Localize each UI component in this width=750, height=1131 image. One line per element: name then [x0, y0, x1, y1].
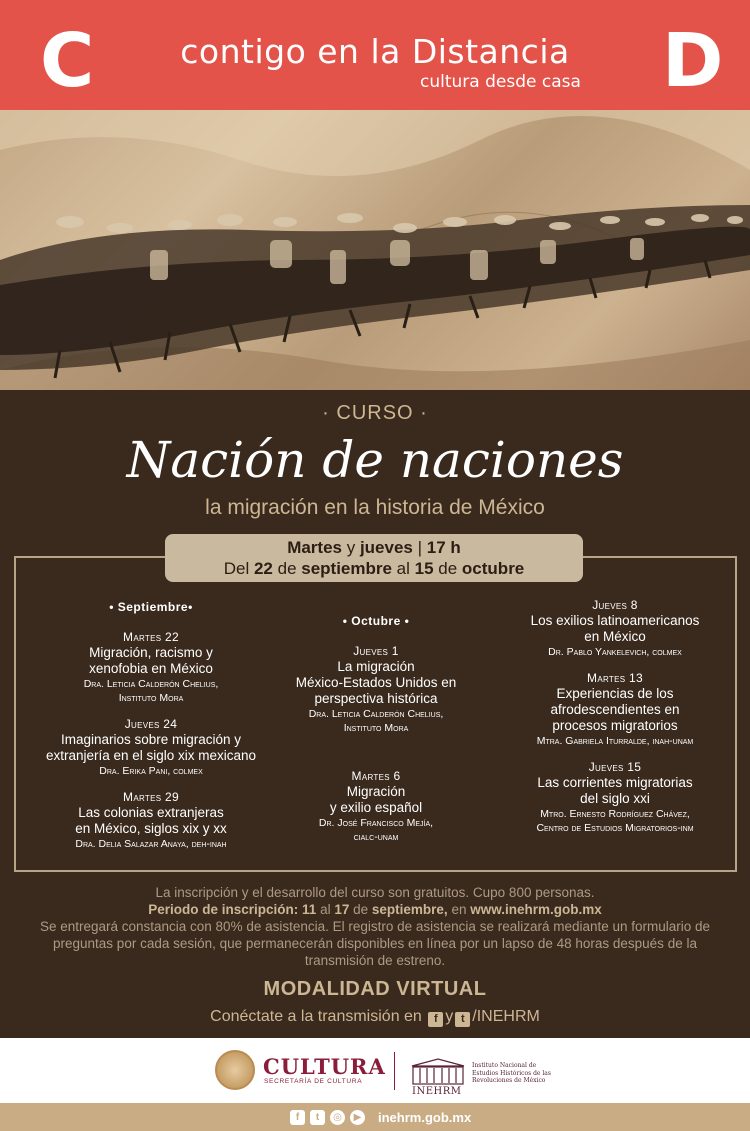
sponsor-logos	[0, 1038, 750, 1103]
session-title: Migración, racismo y xenofobia en México	[89, 645, 213, 676]
facebook-icon[interactable]: f	[290, 1110, 305, 1125]
session-item	[22, 630, 280, 705]
session-item	[22, 790, 280, 851]
youtube-icon[interactable]: ▶	[350, 1110, 365, 1125]
footer-bar	[0, 1103, 750, 1131]
session-date: Martes 6	[351, 769, 401, 783]
session-title: Experiencias de los afrodescendientes en procesos migratorios	[550, 686, 680, 733]
inehrm-building-icon	[410, 1058, 466, 1086]
inehrm-institute-name: Instituto Nacional de Estudios Históricos de las Revoluciones de México	[472, 1062, 551, 1084]
course-title: Nación de naciones	[126, 431, 624, 489]
course-label: · CURSO ·	[322, 402, 428, 424]
info-line-certificate: Se entregará constancia con 80% de asistencia. El registro de asistencia se realizará mediante un formulario de preguntas por cada sesión, que permanecerán disponibles en línea por un lapso de 48 horas después de la transmisión de estreno.	[39, 919, 711, 968]
month-heading-september: • Septiembre•	[109, 600, 193, 614]
session-date: Martes 22	[123, 630, 179, 644]
session-date: Martes 13	[587, 671, 643, 685]
facebook-icon[interactable]: f	[428, 1012, 443, 1027]
header-banner	[0, 0, 750, 110]
brand-letter-c: C	[40, 18, 95, 104]
twitter-icon[interactable]: t	[455, 1012, 470, 1027]
session-date: Jueves 15	[588, 760, 642, 774]
october-column-continued	[500, 598, 730, 847]
mexico-seal-icon	[215, 1050, 255, 1090]
session-title: Las corrientes migratorias del siglo xxi	[537, 775, 693, 806]
session-speaker: Dra. Leticia Calderón Chelius, Instituto Mora	[308, 708, 444, 734]
hero-photo	[0, 110, 750, 390]
session-speaker: Mtro. Ernesto Rodríguez Chávez, Centro de Estudios Migratorios-inm	[536, 808, 694, 834]
logo-divider	[394, 1052, 395, 1090]
cultura-logo-subtitle: SECRETARÍA DE CULTURA	[264, 1078, 363, 1085]
session-title: La migración México-Estados Unidos en perspectiva histórica	[295, 659, 457, 706]
session-speaker: Dra. Delia Salazar Anaya, deh-inah	[75, 838, 227, 850]
cultura-logo-text: CULTURA	[263, 1054, 386, 1079]
instagram-icon[interactable]: ◎	[330, 1110, 345, 1125]
modality-label: MODALIDAD VIRTUAL	[263, 978, 487, 1000]
october-column	[278, 614, 474, 856]
brand-title: contigo en la Distancia	[180, 32, 570, 71]
session-title: Los exilios latinoamericanos en México	[530, 613, 700, 644]
september-column	[22, 600, 280, 863]
session-date: Jueves 1	[353, 644, 399, 658]
session-title: Las colonias extranjeras en México, siglos xix y xx	[75, 805, 227, 836]
session-speaker: Dra. Leticia Calderón Chelius, Instituto Mora	[83, 678, 219, 704]
month-heading-october: • Octubre •	[342, 614, 410, 628]
session-item	[22, 717, 280, 778]
session-item	[500, 598, 730, 659]
website-link[interactable]: inehrm.gob.mx	[378, 1109, 472, 1125]
brand-tagline: cultura desde casa	[420, 72, 581, 92]
course-subtitle: la migración en la historia de México	[205, 496, 545, 519]
session-item	[278, 644, 474, 735]
session-date: Martes 29	[123, 790, 179, 804]
session-date: Jueves 24	[124, 717, 178, 731]
info-line-registration: Periodo de inscripción: 11 al 17 de septiembre, en www.inehrm.gob.mx	[148, 902, 602, 917]
connect-and: y	[445, 1008, 454, 1025]
session-speaker: Dr. José Francisco Mejía, cialc-unam	[318, 817, 434, 843]
session-speaker: Dra. Erika Pani, colmex	[99, 765, 203, 777]
twitter-icon[interactable]: t	[310, 1110, 325, 1125]
session-speaker: Mtra. Gabriela Iturralde, inah-unam	[536, 735, 694, 747]
registration-info	[30, 884, 720, 969]
session-item	[278, 769, 474, 844]
footer-social	[290, 1108, 471, 1126]
session-date: Jueves 8	[592, 598, 638, 612]
connect-text: Conéctate a la transmisión en	[210, 1008, 422, 1025]
session-speaker: Dr. Pablo Yankelevich, colmex	[548, 646, 682, 658]
brand-letter-d: D	[662, 18, 724, 104]
session-item	[500, 671, 730, 748]
info-line-free: La inscripción y el desarrollo del curso son gratuitos. Cupo 800 personas.	[155, 885, 595, 900]
session-item	[500, 760, 730, 835]
session-title: Imaginarios sobre migración y extranjería en el siglo xix mexicano	[45, 732, 257, 763]
registration-link[interactable]: www.inehrm.gob.mx	[470, 902, 602, 917]
connect-line	[0, 1008, 750, 1027]
connect-handle[interactable]: /INEHRM	[472, 1008, 540, 1025]
session-title: Migración y exilio español	[329, 784, 423, 815]
schedule-days: Martes y jueves | 17 h	[287, 538, 461, 557]
migrants-illustration	[0, 110, 750, 390]
schedule-pill	[165, 534, 583, 582]
inehrm-logo-text: INEHRM	[412, 1086, 462, 1097]
schedule-dates: Del 22 de septiembre al 15 de octubre	[223, 559, 525, 578]
